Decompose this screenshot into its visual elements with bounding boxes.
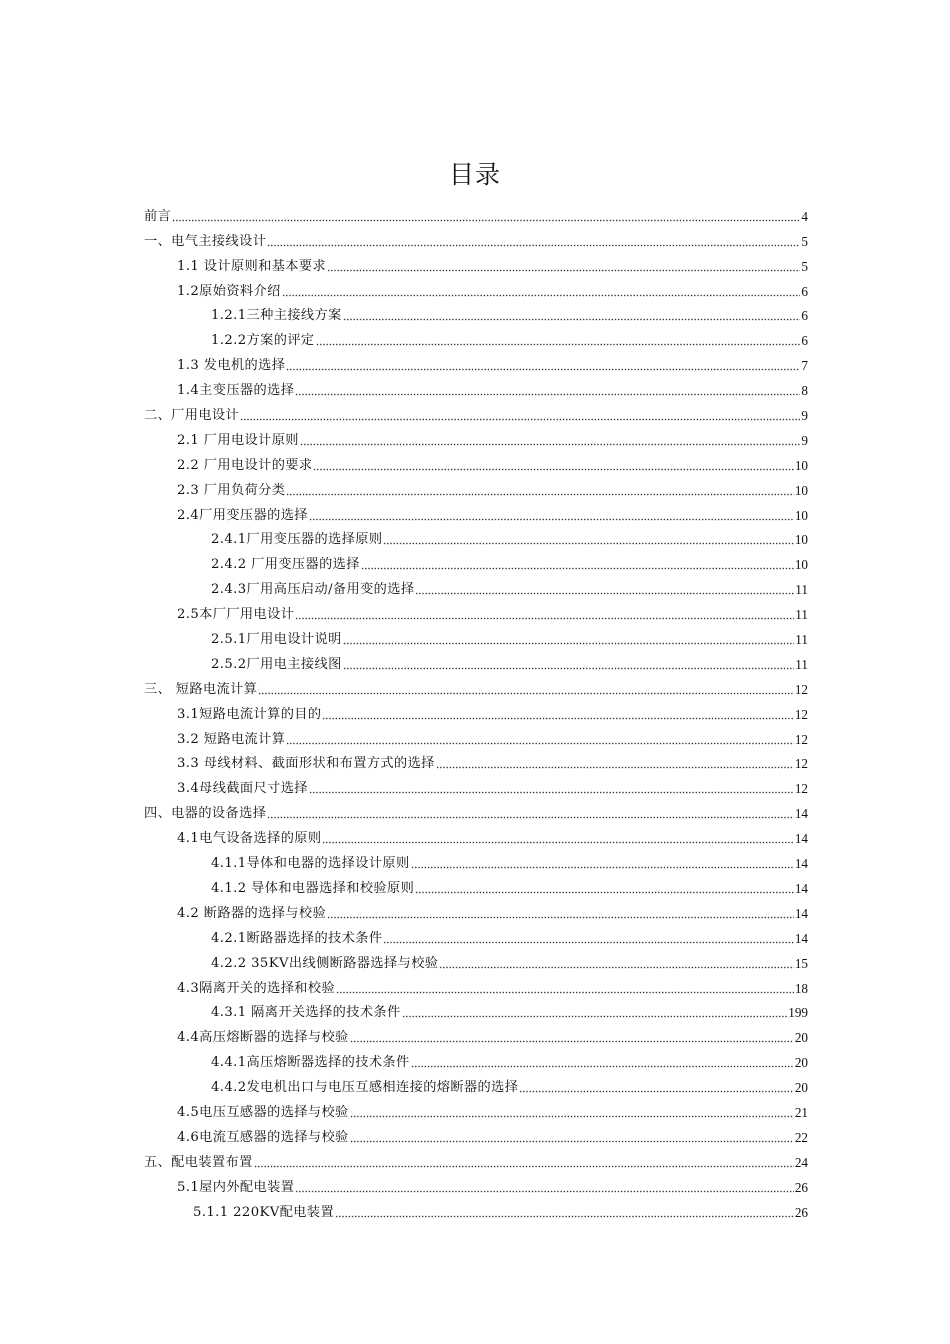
toc-entry-title: 1.2原始资料介绍 bbox=[177, 283, 281, 299]
toc-entry[interactable] bbox=[144, 972, 808, 997]
toc-entry[interactable] bbox=[144, 1071, 808, 1096]
toc-entry-page-number: 5 bbox=[801, 258, 808, 274]
toc-entry-page-number: 10 bbox=[794, 557, 808, 573]
toc-entry-title: 2.3 厂用负荷分类 bbox=[177, 482, 286, 498]
toc-entry-title: 4.1.1导体和电器的选择设计原则 bbox=[211, 856, 410, 872]
toc-entry-page-number: 10 bbox=[794, 507, 808, 523]
toc-entry-page-number: 12 bbox=[794, 756, 808, 772]
toc-dot-leader bbox=[322, 717, 793, 720]
toc-entry[interactable] bbox=[144, 847, 808, 872]
toc-entry[interactable] bbox=[144, 349, 808, 374]
toc-entry-title: 5.1.1 220KV配电装置 bbox=[193, 1204, 335, 1220]
toc-dot-leader bbox=[436, 766, 794, 769]
toc-entry-title: 2.4.3厂用高压启动/备用变的选择 bbox=[211, 582, 415, 598]
toc-dot-leader bbox=[282, 294, 801, 297]
toc-entry[interactable] bbox=[144, 598, 808, 623]
toc-entry[interactable] bbox=[144, 623, 808, 648]
toc-entry-page-number: 8 bbox=[801, 383, 808, 399]
toc-entry-title: 2.4.2 厂用变压器的选择 bbox=[211, 557, 360, 573]
toc-entry-title: 3.4母线截面尺寸选择 bbox=[177, 781, 308, 797]
toc-entry-page-number: 26 bbox=[794, 1204, 808, 1220]
toc-entry-page-number: 14 bbox=[794, 856, 808, 872]
toc-dot-leader bbox=[286, 368, 800, 371]
toc-dot-leader bbox=[267, 816, 794, 819]
toc-entry-title: 2.4厂用变压器的选择 bbox=[177, 507, 308, 523]
toc-entry-title: 4.1.2 导体和电器选择和校验原则 bbox=[211, 880, 415, 896]
toc-entry-title: 3.3 母线材料、截面形状和布置方式的选择 bbox=[177, 756, 435, 772]
toc-entry-page-number: 9 bbox=[801, 408, 808, 424]
toc-entry-page-number: 18 bbox=[794, 980, 808, 996]
toc-entry-page-number: 5 bbox=[801, 233, 808, 249]
toc-entry-page-number: 12 bbox=[794, 706, 808, 722]
toc-entry-page-number: 12 bbox=[794, 731, 808, 747]
toc-dot-leader bbox=[254, 1165, 794, 1168]
toc-dot-leader bbox=[258, 692, 794, 695]
toc-entry-page-number: 22 bbox=[794, 1129, 808, 1145]
toc-dot-leader bbox=[240, 418, 800, 421]
toc-entry[interactable] bbox=[144, 698, 808, 723]
toc-entry-title: 三、 短路电流计算 bbox=[144, 681, 258, 697]
toc-dot-leader bbox=[295, 393, 800, 396]
toc-entry[interactable] bbox=[144, 250, 808, 275]
toc-entry-page-number: 20 bbox=[794, 1055, 808, 1071]
toc-entry[interactable] bbox=[144, 1021, 808, 1046]
toc-entry-title: 4.2.1断路器选择的技术条件 bbox=[211, 930, 383, 946]
toc-entry-page-number: 6 bbox=[801, 308, 808, 324]
toc-entry-title: 1.3 发电机的选择 bbox=[177, 358, 286, 374]
toc-entry-page-number: 11 bbox=[795, 607, 808, 623]
toc-entry-title: 一、电气主接线设计 bbox=[144, 233, 267, 249]
toc-dot-leader bbox=[411, 1065, 794, 1068]
toc-dot-leader bbox=[295, 1190, 794, 1193]
toc-entry-title: 4.5电压互感器的选择与校验 bbox=[177, 1104, 349, 1120]
toc-dot-leader bbox=[327, 269, 800, 272]
toc-entry-title: 5.1屋内外配电装置 bbox=[177, 1179, 295, 1195]
toc-entry[interactable] bbox=[144, 1121, 808, 1146]
toc-entry[interactable] bbox=[144, 275, 808, 300]
toc-entry-title: 五、配电装置布置 bbox=[144, 1154, 253, 1170]
toc-entry[interactable] bbox=[144, 474, 808, 499]
toc-entry-title: 前言 bbox=[144, 208, 172, 224]
toc-dot-leader bbox=[350, 1115, 794, 1118]
toc-entry[interactable] bbox=[144, 374, 808, 399]
toc-entry-title: 2.1 厂用电设计原则 bbox=[177, 432, 299, 448]
toc-dot-leader bbox=[519, 1090, 794, 1093]
toc-dot-leader bbox=[313, 468, 793, 471]
toc-entry[interactable] bbox=[144, 797, 808, 822]
toc-entry-page-number: 11 bbox=[795, 656, 808, 672]
toc-dot-leader bbox=[267, 244, 800, 247]
toc-dot-leader bbox=[415, 891, 794, 894]
toc-entry[interactable] bbox=[144, 225, 808, 250]
toc-dot-leader bbox=[322, 841, 793, 844]
toc-entry[interactable] bbox=[144, 1196, 808, 1221]
toc-entry-title: 4.3隔离开关的选择和校验 bbox=[177, 980, 336, 996]
toc-entry-title: 4.4.2发电机出口与电压互感相连接的熔断器的选择 bbox=[211, 1080, 519, 1096]
toc-dot-leader bbox=[309, 791, 794, 794]
toc-dot-leader bbox=[343, 318, 801, 321]
toc-entry-page-number: 6 bbox=[801, 333, 808, 349]
toc-dot-leader bbox=[300, 443, 801, 446]
toc-dot-leader bbox=[316, 343, 801, 346]
toc-entry-title: 4.2 断路器的选择与校验 bbox=[177, 905, 327, 921]
toc-entry-page-number: 7 bbox=[801, 358, 808, 374]
toc-entry[interactable] bbox=[144, 499, 808, 524]
toc-entry[interactable] bbox=[144, 573, 808, 598]
toc-dot-leader bbox=[286, 493, 794, 496]
toc-entry[interactable] bbox=[144, 897, 808, 922]
toc-entry[interactable] bbox=[144, 1171, 808, 1196]
toc-entry[interactable] bbox=[144, 648, 808, 673]
toc-entry-title: 2.5.2厂用电主接线图 bbox=[211, 656, 342, 672]
toc-dot-leader bbox=[439, 966, 793, 969]
toc-entry[interactable] bbox=[144, 748, 808, 773]
toc-dot-leader bbox=[411, 866, 794, 869]
toc-entry-page-number: 20 bbox=[794, 1080, 808, 1096]
toc-entry[interactable] bbox=[144, 922, 808, 947]
toc-dot-leader bbox=[309, 518, 794, 521]
toc-entry-page-number: 11 bbox=[795, 582, 808, 598]
toc-entry-title: 4.3.1 隔离开关选择的技术条件 bbox=[211, 1005, 401, 1021]
toc-entry-title: 二、厂用电设计 bbox=[144, 408, 240, 424]
toc-dot-leader bbox=[343, 667, 795, 670]
toc-entry[interactable] bbox=[144, 548, 808, 573]
toc-entry[interactable] bbox=[144, 673, 808, 698]
toc-entry-title: 2.5本厂厂用电设计 bbox=[177, 607, 295, 623]
toc-entry[interactable] bbox=[144, 822, 808, 847]
toc-entry[interactable] bbox=[144, 723, 808, 748]
toc-entry-title: 1.2.1三种主接线方案 bbox=[211, 308, 342, 324]
toc-dot-leader bbox=[383, 542, 793, 545]
toc-dot-leader bbox=[383, 941, 793, 944]
toc-dot-leader bbox=[415, 592, 794, 595]
toc-entry-page-number: 10 bbox=[794, 457, 808, 473]
toc-entry-page-number: 4 bbox=[801, 208, 808, 224]
table-of-contents bbox=[144, 200, 808, 1221]
toc-entry-page-number: 6 bbox=[801, 283, 808, 299]
toc-entry-title: 1.4主变压器的选择 bbox=[177, 383, 295, 399]
toc-dot-leader bbox=[343, 642, 795, 645]
toc-entry-title: 1.2.2方案的评定 bbox=[211, 333, 315, 349]
toc-entry-page-number: 14 bbox=[794, 806, 808, 822]
toc-entry-title: 4.1电气设备选择的原则 bbox=[177, 831, 322, 847]
page-title: 目录 bbox=[448, 160, 501, 189]
toc-entry-page-number: 14 bbox=[794, 831, 808, 847]
toc-entry-page-number: 15 bbox=[794, 955, 808, 971]
toc-entry[interactable] bbox=[144, 449, 808, 474]
toc-entry-title: 2.4.1厂用变压器的选择原则 bbox=[211, 532, 383, 548]
toc-entry-title: 四、电器的设备选择 bbox=[144, 806, 267, 822]
toc-entry-page-number: 12 bbox=[794, 681, 808, 697]
toc-entry[interactable] bbox=[144, 872, 808, 897]
toc-entry-page-number: 14 bbox=[794, 930, 808, 946]
toc-dot-leader bbox=[335, 1215, 794, 1218]
toc-entry-page-number: 20 bbox=[794, 1030, 808, 1046]
toc-entry[interactable] bbox=[144, 1046, 808, 1071]
toc-entry-page-number: 14 bbox=[794, 880, 808, 896]
toc-dot-leader bbox=[336, 991, 794, 994]
toc-entry-title: 4.2.2 35KV出线侧断路器选择与校验 bbox=[211, 955, 439, 971]
toc-dot-leader bbox=[286, 742, 794, 745]
toc-entry-page-number: 199 bbox=[788, 1005, 808, 1021]
toc-dot-leader bbox=[350, 1140, 794, 1143]
toc-entry-page-number: 11 bbox=[795, 632, 808, 648]
toc-entry-title: 3.2 短路电流计算 bbox=[177, 731, 286, 747]
toc-entry-title: 4.4.1高压熔断器选择的技术条件 bbox=[211, 1055, 410, 1071]
toc-dot-leader bbox=[327, 916, 794, 919]
toc-dot-leader bbox=[172, 219, 800, 222]
toc-entry[interactable] bbox=[144, 772, 808, 797]
toc-entry[interactable] bbox=[144, 1146, 808, 1171]
toc-entry-title: 2.5.1厂用电设计说明 bbox=[211, 632, 342, 648]
toc-dot-leader bbox=[350, 1040, 794, 1043]
toc-entry[interactable] bbox=[144, 200, 808, 225]
toc-entry[interactable] bbox=[144, 524, 808, 549]
toc-entry-title: 4.4高压熔断器的选择与校验 bbox=[177, 1030, 349, 1046]
toc-entry-title: 4.6电流互感器的选择与校验 bbox=[177, 1129, 349, 1145]
toc-dot-leader bbox=[295, 617, 794, 620]
toc-dot-leader bbox=[402, 1015, 788, 1018]
toc-entry-page-number: 9 bbox=[801, 432, 808, 448]
toc-entry-page-number: 10 bbox=[794, 482, 808, 498]
toc-entry-page-number: 26 bbox=[794, 1179, 808, 1195]
toc-entry[interactable] bbox=[144, 947, 808, 972]
toc-entry-page-number: 14 bbox=[794, 905, 808, 921]
toc-entry-title: 1.1 设计原则和基本要求 bbox=[177, 258, 327, 274]
toc-entry[interactable] bbox=[144, 324, 808, 349]
toc-entry[interactable] bbox=[144, 300, 808, 325]
toc-entry[interactable] bbox=[144, 997, 808, 1022]
toc-entry-page-number: 21 bbox=[794, 1104, 808, 1120]
toc-entry[interactable] bbox=[144, 399, 808, 424]
toc-entry[interactable] bbox=[144, 1096, 808, 1121]
toc-entry-page-number: 10 bbox=[794, 532, 808, 548]
toc-entry-title: 2.2 厂用电设计的要求 bbox=[177, 457, 313, 473]
toc-entry-page-number: 12 bbox=[794, 781, 808, 797]
toc-entry-title: 3.1短路电流计算的目的 bbox=[177, 706, 322, 722]
toc-entry[interactable] bbox=[144, 424, 808, 449]
toc-dot-leader bbox=[361, 567, 794, 570]
toc-entry-page-number: 24 bbox=[794, 1154, 808, 1170]
